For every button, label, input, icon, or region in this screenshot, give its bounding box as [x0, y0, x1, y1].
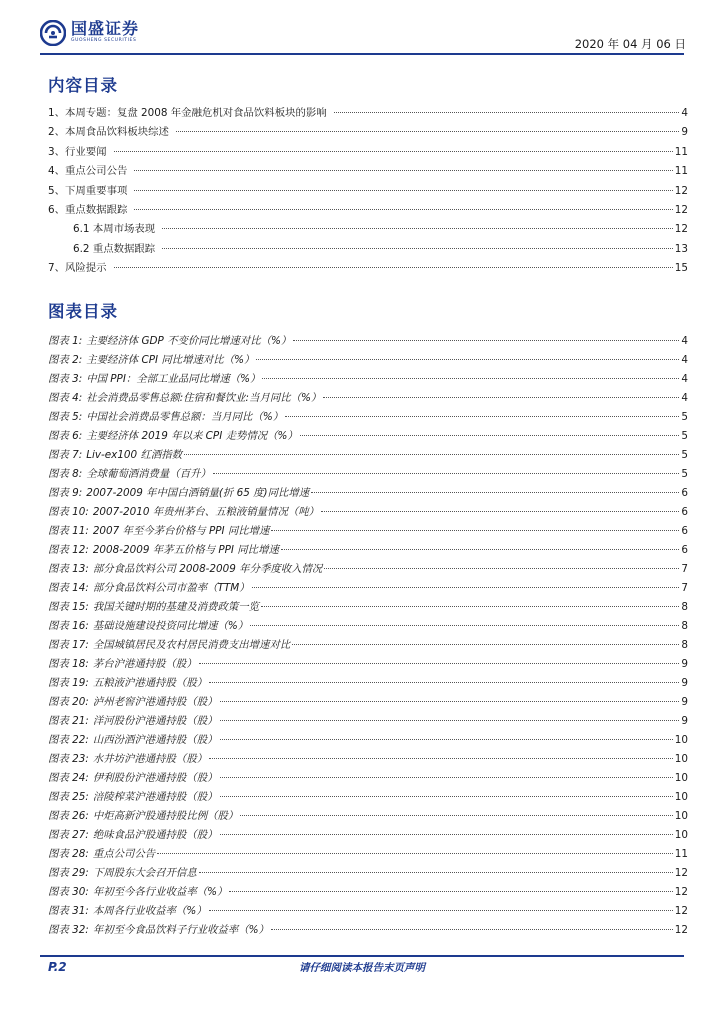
header-divider	[40, 53, 684, 55]
toc-entry-label: 1、本周专题：复盘 2008 年金融危机对食品饮料板块的影响	[48, 107, 327, 119]
figures-title: 图表目录	[48, 302, 118, 321]
footer-disclaimer: 请仔细阅读本报告末页声明	[299, 962, 425, 974]
toc-dot-leader	[199, 663, 680, 664]
figure-entry-caption: 2007-2009 年中国白酒销量(折 65 度)同比增速	[86, 487, 310, 499]
page-header	[0, 0, 724, 60]
figure-entry-number: 图表 23:	[48, 753, 89, 765]
figure-entry-number: 图表 19:	[48, 677, 89, 689]
toc-entry-page: 15	[674, 262, 688, 275]
figure-entry-caption: 部分食品饮料公司 2008-2009 年分季度收入情况	[92, 563, 323, 575]
figure-entry-number: 图表 22:	[48, 734, 89, 746]
toc-dot-leader	[300, 435, 680, 436]
brand-name-en: GUOSHENG SECURITIES	[71, 38, 137, 43]
toc-entry-page: 12	[674, 203, 688, 216]
toc-entry-label: 2、本周食品饮料板块综述	[48, 126, 169, 139]
figure-entry[interactable]	[48, 389, 688, 408]
figure-entry[interactable]	[48, 883, 688, 902]
figure-entry[interactable]	[48, 636, 688, 655]
figure-entry-caption: 我国关键时期的基建及消费政策一览	[92, 601, 260, 613]
figure-entry-number: 图表 11:	[48, 525, 89, 537]
brand-logo	[40, 20, 139, 46]
figure-entry-number: 图表 2:	[48, 354, 83, 366]
toc-dot-leader	[285, 416, 679, 417]
toc-entry[interactable]	[48, 259, 688, 278]
figure-entry-page: 12	[674, 905, 688, 917]
toc-entry[interactable]	[48, 143, 688, 162]
figure-entry-number: 图表 14:	[48, 582, 89, 594]
figure-entry-caption: 洋河股份沪港通持股（股）	[92, 715, 218, 727]
toc-dot-leader	[176, 131, 679, 132]
toc-dot-leader	[220, 720, 680, 721]
toc-dot-leader	[209, 682, 679, 683]
figure-entry-number: 图表 29:	[48, 867, 89, 879]
figure-entry-page: 11	[674, 848, 688, 860]
figure-entry-page: 4	[681, 392, 688, 404]
figure-entry-page: 7	[681, 563, 688, 575]
figure-entry-number: 图表 1:	[48, 335, 83, 347]
toc-dot-leader	[293, 340, 679, 341]
figure-entry-number: 图表 13:	[48, 563, 89, 575]
toc-dot-leader	[134, 170, 672, 171]
figures-list	[48, 332, 688, 940]
contents-title: 内容目录	[48, 76, 118, 95]
figure-entry-number: 图表 18:	[48, 658, 89, 670]
figure-entry-caption: 全球葡萄酒消费量（百升）	[86, 468, 211, 480]
toc-entry[interactable]	[48, 182, 688, 201]
figure-entry[interactable]	[48, 674, 688, 693]
figure-entry-caption: 2007 年至今茅台价格与 PPI 同比增速	[92, 525, 270, 537]
figure-entry-page: 6	[681, 487, 688, 499]
figure-entry-page: 4	[681, 373, 688, 385]
figure-entry-number: 图表 32:	[48, 924, 89, 936]
toc-dot-leader	[321, 511, 679, 512]
figure-entry-number: 图表 27:	[48, 829, 89, 841]
toc-entry[interactable]	[48, 201, 688, 220]
toc-dot-leader	[209, 910, 673, 911]
figure-entry-caption: 年初至今食品饮料子行业收益率（%）	[92, 924, 269, 936]
toc-entry-label: 5、下周重要事项	[48, 184, 128, 197]
figure-entry[interactable]	[48, 560, 688, 579]
figure-entry-page: 12	[674, 886, 688, 898]
figure-entry-caption: 伊利股份沪港通持股（股）	[92, 772, 218, 784]
figure-entry[interactable]	[48, 750, 688, 769]
figure-entry[interactable]	[48, 446, 688, 465]
toc-dot-leader	[220, 796, 673, 797]
figure-entry-page: 10	[674, 753, 688, 765]
figure-entry-page: 10	[674, 772, 688, 784]
toc-dot-leader	[114, 267, 673, 268]
toc-dot-leader	[220, 739, 673, 740]
figure-entry-caption: 重点公司公告	[92, 848, 156, 860]
figure-entry-number: 图表 21:	[48, 715, 89, 727]
figure-entry-page: 4	[681, 335, 688, 347]
figure-entry-number: 图表 24:	[48, 772, 89, 784]
toc-dot-leader	[261, 606, 679, 607]
figure-entry[interactable]	[48, 693, 688, 712]
toc-entry-page: 12	[674, 223, 688, 236]
toc-dot-leader	[240, 815, 672, 816]
toc-dot-leader	[157, 853, 673, 854]
toc-dot-leader	[262, 378, 679, 379]
figure-entry-number: 图表 16:	[48, 620, 89, 632]
toc-entry[interactable]	[48, 240, 688, 259]
toc-dot-leader	[220, 834, 673, 835]
toc-entry-page: 4	[681, 107, 688, 119]
figure-entry-number: 图表 17:	[48, 639, 89, 651]
figure-entry[interactable]	[48, 731, 688, 750]
figure-entry-caption: 中国社会消费品零售总额：当月同比（%）	[86, 411, 284, 423]
figure-entry[interactable]	[48, 902, 688, 921]
figure-entry[interactable]	[48, 332, 688, 351]
figure-entry-page: 5	[681, 411, 688, 423]
figure-entry[interactable]	[48, 598, 688, 617]
figure-entry-caption: 泸州老窖沪港通持股（股）	[92, 696, 218, 708]
figure-entry-page: 5	[681, 468, 688, 480]
figure-entry-caption: 基础设施建设投资同比增速（%）	[92, 620, 249, 632]
toc-dot-leader	[220, 701, 680, 702]
figure-entry[interactable]	[48, 788, 688, 807]
figure-entry-number: 图表 4:	[48, 392, 83, 404]
figure-entry-caption: 下周股东大会召开信息	[92, 867, 197, 879]
figure-entry-caption: 2008-2009 年茅五价格与 PPI 同比增速	[92, 544, 279, 556]
toc-dot-leader	[213, 473, 679, 474]
figure-entry[interactable]	[48, 864, 688, 883]
toc-entry-page: 9	[681, 126, 688, 139]
figure-entry-caption: 部分食品饮料公司市盈率（TTM）	[92, 582, 250, 594]
toc-dot-leader	[311, 492, 679, 493]
figure-entry-page: 4	[681, 354, 688, 366]
figure-entry-caption: 主要经济体 CPI 同比增速对比（%）	[86, 354, 255, 366]
toc-dot-leader	[220, 777, 673, 778]
figure-entry-caption: 水井坊沪港通持股（股）	[92, 753, 208, 765]
toc-dot-leader	[114, 151, 673, 152]
figure-entry-number: 图表 26:	[48, 810, 89, 822]
toc-entry-label: 6.1 本周市场表现	[73, 223, 156, 236]
figure-entry-page: 9	[681, 696, 688, 708]
figure-entry[interactable]	[48, 655, 688, 674]
toc-entry-label: 3、行业要闻	[48, 145, 107, 158]
figure-entry-caption: 年初至今各行业收益率（%）	[92, 886, 228, 898]
figure-entry-caption: 主要经济体 2019 年以来 CPI 走势情况（%）	[86, 430, 298, 442]
figure-entry[interactable]	[48, 826, 688, 845]
figure-entry-page: 12	[674, 867, 688, 879]
toc-entry[interactable]	[48, 123, 688, 142]
figure-entry[interactable]	[48, 541, 688, 560]
figure-entry[interactable]	[48, 370, 688, 389]
figure-entry-caption: 全国城镇居民及农村居民消费支出增速对比	[92, 639, 291, 651]
toc-entry-page: 12	[674, 184, 688, 197]
figure-entry-page: 5	[681, 449, 688, 461]
figure-entry-caption: 本周各行业收益率（%）	[92, 905, 207, 917]
toc-entry-page: 13	[674, 242, 688, 255]
figure-entry-page: 9	[681, 677, 688, 689]
figure-entry-number: 图表 5:	[48, 411, 83, 423]
toc-dot-leader	[229, 891, 672, 892]
figure-entry[interactable]	[48, 522, 688, 541]
figure-entry-page: 9	[681, 658, 688, 670]
figure-entry-page: 8	[681, 620, 688, 632]
guosheng-logo-icon	[40, 20, 66, 46]
figure-entry-page: 10	[674, 734, 688, 746]
figure-entry-number: 图表 7:	[48, 449, 83, 461]
toc-entry-page: 11	[674, 145, 688, 158]
figure-entry-page: 7	[681, 582, 688, 594]
figure-entry-caption: 茅台沪港通持股（股）	[92, 658, 197, 670]
figure-entry-caption: 中炬高新沪股通持股比例（股）	[92, 810, 239, 822]
toc-dot-leader	[292, 644, 679, 645]
figure-entry[interactable]	[48, 617, 688, 636]
figure-entry-page: 6	[681, 506, 688, 518]
toc-entry[interactable]	[48, 104, 688, 123]
figure-entry-page: 12	[674, 924, 688, 936]
figure-entry[interactable]	[48, 845, 688, 864]
toc-dot-leader	[209, 758, 673, 759]
page-number: P.2	[48, 960, 67, 974]
toc-dot-leader	[252, 587, 680, 588]
figure-entry-number: 图表 28:	[48, 848, 89, 860]
footer-divider	[40, 955, 684, 957]
toc-entry[interactable]	[48, 162, 688, 181]
toc-dot-leader	[271, 530, 679, 531]
figure-entry-page: 10	[674, 810, 688, 822]
figure-entry-number: 图表 6:	[48, 430, 83, 442]
figure-entry-number: 图表 30:	[48, 886, 89, 898]
toc-dot-leader	[199, 872, 673, 873]
figure-entry[interactable]	[48, 579, 688, 598]
toc-entry-label: 6、重点数据跟踪	[48, 203, 128, 216]
toc-dot-leader	[184, 454, 679, 455]
figure-entry-page: 9	[681, 715, 688, 727]
contents-list	[48, 104, 688, 279]
figure-entry-page: 8	[681, 639, 688, 651]
figure-entry[interactable]	[48, 427, 688, 446]
figure-entry[interactable]	[48, 769, 688, 788]
figure-entry-number: 图表 20:	[48, 696, 89, 708]
figure-entry-caption: Liv-ex100 红酒指数	[86, 449, 183, 461]
toc-dot-leader	[334, 112, 680, 113]
toc-dot-leader	[256, 359, 679, 360]
toc-entry-label: 7、风险提示	[48, 262, 107, 275]
toc-dot-leader	[162, 248, 673, 249]
toc-dot-leader	[271, 929, 673, 930]
toc-dot-leader	[134, 209, 672, 210]
toc-entry-page: 11	[674, 165, 688, 178]
toc-dot-leader	[281, 549, 680, 550]
toc-dot-leader	[323, 397, 679, 398]
figure-entry[interactable]	[48, 503, 688, 522]
report-date: 2020 年 04 月 06 日	[574, 37, 686, 51]
figure-entry-number: 图表 12:	[48, 544, 89, 556]
figure-entry-caption: 绝味食品沪股通持股（股）	[92, 829, 218, 841]
toc-dot-leader	[250, 625, 679, 626]
figure-entry-number: 图表 31:	[48, 905, 89, 917]
figure-entry-caption: 社会消费品零售总额:住宿和餐饮业:当月同比（%）	[86, 392, 322, 404]
figure-entry[interactable]	[48, 712, 688, 731]
figure-entry[interactable]	[48, 921, 688, 940]
figure-entry-number: 图表 15:	[48, 601, 89, 613]
toc-dot-leader	[162, 228, 673, 229]
figure-entry-page: 10	[674, 791, 688, 803]
figure-entry-number: 图表 3:	[48, 373, 83, 385]
figure-entry[interactable]	[48, 465, 688, 484]
toc-entry-label: 6.2 重点数据跟踪	[73, 242, 156, 255]
brand-name-cn: 国盛证券	[71, 19, 140, 38]
figure-entry[interactable]	[48, 408, 688, 427]
figure-entry-number: 图表 10:	[48, 506, 89, 518]
figure-entry-caption: 山西汾酒沪港通持股（股）	[92, 734, 218, 746]
figure-entry-number: 图表 25:	[48, 791, 89, 803]
figure-entry-number: 图表 9:	[48, 487, 83, 499]
figure-entry-page: 10	[674, 829, 688, 841]
figure-entry[interactable]	[48, 351, 688, 370]
toc-dot-leader	[324, 568, 679, 569]
figure-entry-page: 6	[681, 544, 688, 556]
figure-entry-number: 图表 8:	[48, 468, 83, 480]
figure-entry[interactable]	[48, 807, 688, 826]
figure-entry-page: 6	[681, 525, 688, 537]
toc-entry[interactable]	[48, 220, 688, 239]
figure-entry-caption: 涪陵榨菜沪港通持股（股）	[92, 791, 218, 803]
figure-entry-caption: 中国 PPI：全部工业品同比增速（%）	[86, 373, 261, 385]
figure-entry-page: 5	[681, 430, 688, 442]
figure-entry-caption: 五粮液沪港通持股（股）	[92, 677, 208, 689]
figure-entry-page: 8	[681, 601, 688, 613]
figure-entry-caption: 2007-2010 年贵州茅台、五粮液销量情况（吨）	[92, 506, 319, 518]
figure-entry[interactable]	[48, 484, 688, 503]
toc-entry-label: 4、重点公司公告	[48, 165, 128, 178]
figure-entry-caption: 主要经济体 GDP 不变价同比增速对比（%）	[86, 335, 292, 347]
toc-dot-leader	[134, 190, 672, 191]
